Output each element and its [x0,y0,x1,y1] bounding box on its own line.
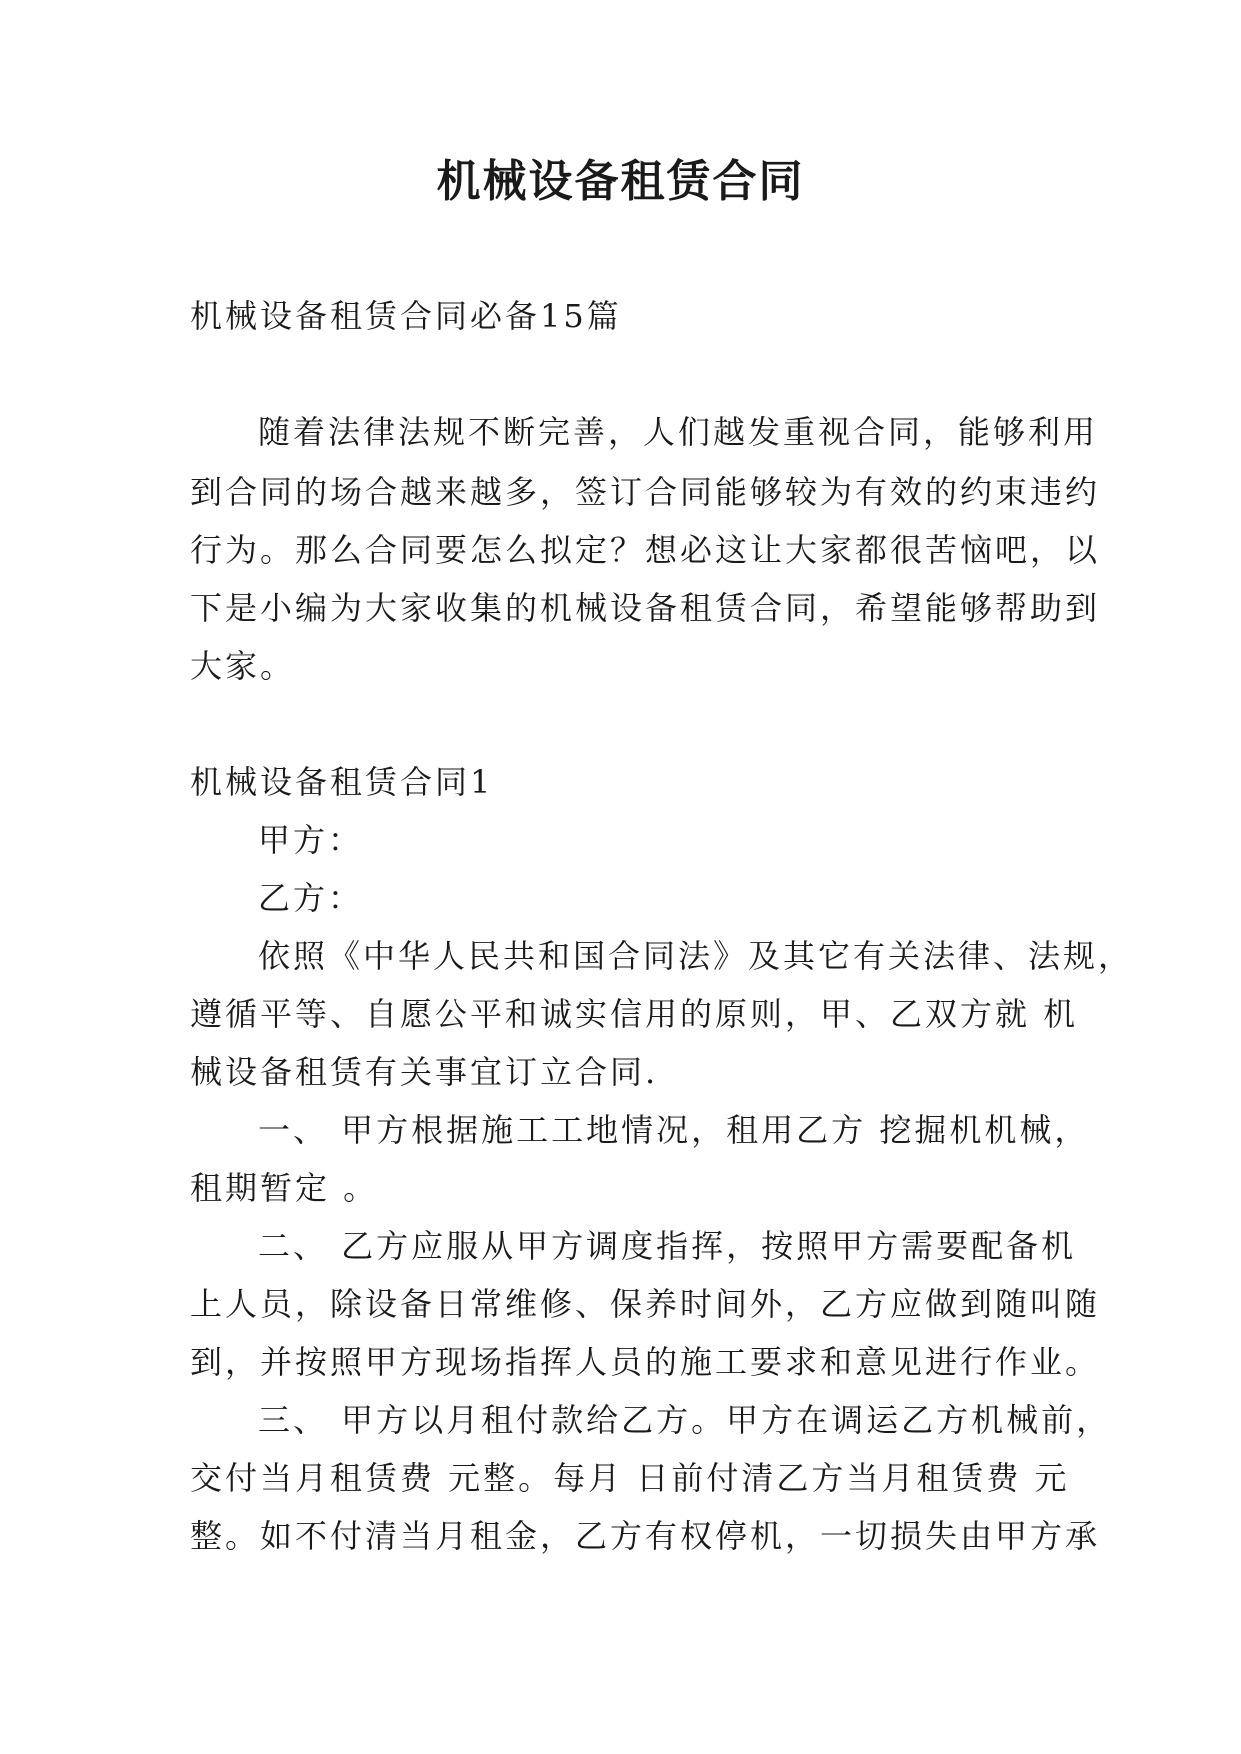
intro-line: 下是小编为大家收集的机械设备租赁合同，希望能够帮助到 [190,589,1101,627]
document-title: 机械设备租赁合同 [436,156,805,207]
clause-3-line: 三、 甲方以月租付款给乙方。甲方在调运乙方机械前， [258,1401,1112,1439]
clause-2-line: 上人员，除设备日常维修、保养时间外，乙方应做到随叫随 [190,1285,1101,1323]
intro-line: 行为。那么合同要怎么拟定？想必这让大家都很苦恼吧，以 [190,531,1101,569]
clause-1-line: 租期暂定 。 [190,1169,379,1207]
section-heading: 机械设备租赁合同1 [190,763,494,801]
preamble-line: 依照《中华人民共和国合同法》及其它有关法律、法规， [258,937,1134,975]
preamble-line: 遵循平等、自愿公平和诚实信用的原则，甲、乙双方就 机 [190,995,1079,1033]
intro-line: 随着法律法规不断完善，人们越发重视合同，能够利用 [258,413,1099,451]
clause-2-line: 到，并按照甲方现场指挥人员的施工要求和意见进行作业。 [190,1343,1101,1381]
clause-2-line: 二、 乙方应服从甲方调度指挥，按照甲方需要配备机 [258,1227,1077,1265]
intro-line: 大家。 [190,647,296,685]
intro-line: 到合同的场合越来越多，签订合同能够较为有效的约束违约 [190,473,1101,511]
clause-3-line: 整。如不付清当月租金，乙方有权停机，一切损失由甲方承 [190,1517,1101,1555]
preamble-line: 械设备租赁有关事宜订立合同. [190,1053,659,1091]
clause-3-line: 交付当月租赁费 元整。每月 日前付清乙方当月租赁费 元 [190,1459,1070,1497]
clause-1-line: 一、 甲方根据施工工地情况，租用乙方 挖掘机机械， [258,1111,1090,1149]
party-a-label: 甲方： [258,821,364,859]
party-b-label: 乙方： [258,879,364,917]
document-subtitle: 机械设备租赁合同必备15篇 [190,297,622,335]
